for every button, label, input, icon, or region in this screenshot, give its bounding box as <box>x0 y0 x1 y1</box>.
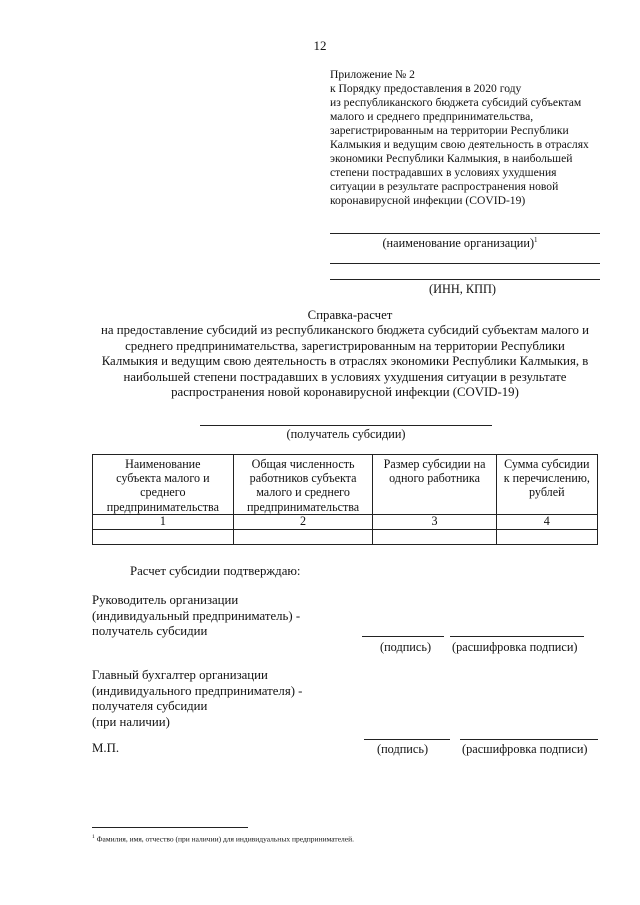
table-header-cell <box>373 455 496 515</box>
column-number: 3 <box>373 514 496 529</box>
table-header-cell <box>93 455 234 515</box>
column-number: 2 <box>233 514 373 529</box>
accountant-signatory-line: Главный бухгалтер организации <box>92 668 268 682</box>
column-number: 4 <box>496 514 597 529</box>
stamp-label: М.П. <box>92 741 120 755</box>
footnote <box>92 834 622 844</box>
header-text: предпринимательства <box>106 499 219 514</box>
footnote-mark: 1 <box>534 236 538 244</box>
org-name-caption <box>330 236 590 251</box>
inn-line-2 <box>330 279 600 280</box>
appendix-line: степени пострадавших в условиях ухудшения <box>330 166 557 179</box>
footnote-separator <box>92 827 248 828</box>
calculation-table <box>92 454 598 545</box>
confirmation-text: Расчет субсидии подтверждаю: <box>130 564 301 578</box>
accountant-decoding-line <box>460 739 598 740</box>
header-text: субъекта малого и <box>116 471 210 486</box>
head-decoding-caption: (расшифровка подписи) <box>452 640 578 654</box>
accountant-signatory-line: (индивидуального предпринимателя) - <box>92 683 303 698</box>
header-text: одного работника <box>389 471 480 486</box>
header-text: к перечислению, <box>503 471 590 486</box>
org-name-line <box>330 233 600 234</box>
head-signature-line <box>362 636 444 637</box>
accountant-signatory-block <box>92 668 302 730</box>
head-signature-caption: (подпись) <box>380 640 432 654</box>
table-cell[interactable] <box>233 529 373 544</box>
appendix-line: экономики Республики Калмыкия, в наибольшей <box>330 152 573 165</box>
header-text: предпринимательства <box>246 499 360 514</box>
accountant-signature-line <box>364 739 450 740</box>
accountant-signature-caption: (подпись) <box>377 742 429 756</box>
form-subtitle-line: на предоставление субсидий из республиканского бюджета субсидий субъектам малого и <box>101 323 589 337</box>
inn-kpp-caption: (ИНН, КПП) <box>429 282 496 296</box>
appendix-line: ситуации в результате распространения новой <box>330 180 559 193</box>
footnote-text: Фамилия, имя, отчество (при наличии) для индивидуальных предпринимателей. <box>96 834 354 844</box>
head-signatory-line: получатель субсидии <box>92 624 208 639</box>
header-text: Сумма субсидии <box>504 457 590 471</box>
head-signatory-block <box>92 593 300 640</box>
appendix-line: коронавирусной инфекции (COVID-19) <box>330 194 526 207</box>
appendix-header <box>330 68 620 208</box>
accountant-signatory-line: (при наличии) <box>92 714 170 729</box>
recipient-caption: (получатель субсидии) <box>286 427 406 441</box>
header-text: Размер субсидии на <box>383 457 486 471</box>
form-subtitle-line: наибольшей степени пострадавших в условиях ухудшения ситуации в результате <box>123 369 567 384</box>
accountant-signatory-line: получателя субсидии <box>92 699 208 714</box>
table-header-row <box>93 455 598 515</box>
header-text: малого и среднего <box>256 485 350 500</box>
appendix-line: малого и среднего предпринимательства, <box>330 110 534 123</box>
form-subtitle-line: Калмыкия и ведущим свою деятельность в отраслях экономики Республики Калмыкия, в <box>101 354 589 368</box>
inn-line-1 <box>330 263 600 264</box>
page-number: 12 <box>313 38 327 53</box>
form-title: Справка-расчет <box>307 308 393 322</box>
header-text: рублей <box>529 485 565 500</box>
head-decoding-line <box>450 636 584 637</box>
table-cell[interactable] <box>496 529 597 544</box>
form-subtitle <box>25 323 640 401</box>
header-text: работников субъекта <box>249 471 357 486</box>
header-text: Общая численность <box>251 457 355 471</box>
table-header-cell <box>233 455 373 515</box>
column-number: 1 <box>93 514 234 529</box>
appendix-line: из республиканского бюджета субсидий субъектам <box>330 96 582 109</box>
accountant-decoding-caption: (расшифровка подписи) <box>462 742 588 756</box>
header-text: Наименование <box>125 457 201 471</box>
appendix-line: Приложение № 2 <box>330 68 415 81</box>
form-subtitle-line: распространения новой коронавирусной инфекции (COVID-19) <box>171 385 519 399</box>
org-name-caption-text: (наименование организации) <box>382 236 535 251</box>
head-signatory-line: Руководитель организации <box>92 593 239 607</box>
table-number-row <box>93 514 598 529</box>
appendix-line: зарегистрированным на территории Республики <box>330 124 569 137</box>
table-row <box>93 529 598 544</box>
head-signatory-line: (индивидуальный предприниматель) - <box>92 608 301 623</box>
form-subtitle-line: среднего предпринимательства, зарегистрированным на территории Республики <box>125 338 565 353</box>
table-cell[interactable] <box>93 529 234 544</box>
appendix-line: Калмыкия и ведущим свою деятельность в отраслях <box>330 138 589 151</box>
header-text: среднего <box>140 485 186 500</box>
recipient-line <box>200 425 492 426</box>
appendix-line: к Порядку предоставления в 2020 году <box>330 82 522 95</box>
footnote-mark: 1 <box>92 834 95 840</box>
table-header-cell <box>496 455 597 515</box>
table-cell[interactable] <box>373 529 496 544</box>
